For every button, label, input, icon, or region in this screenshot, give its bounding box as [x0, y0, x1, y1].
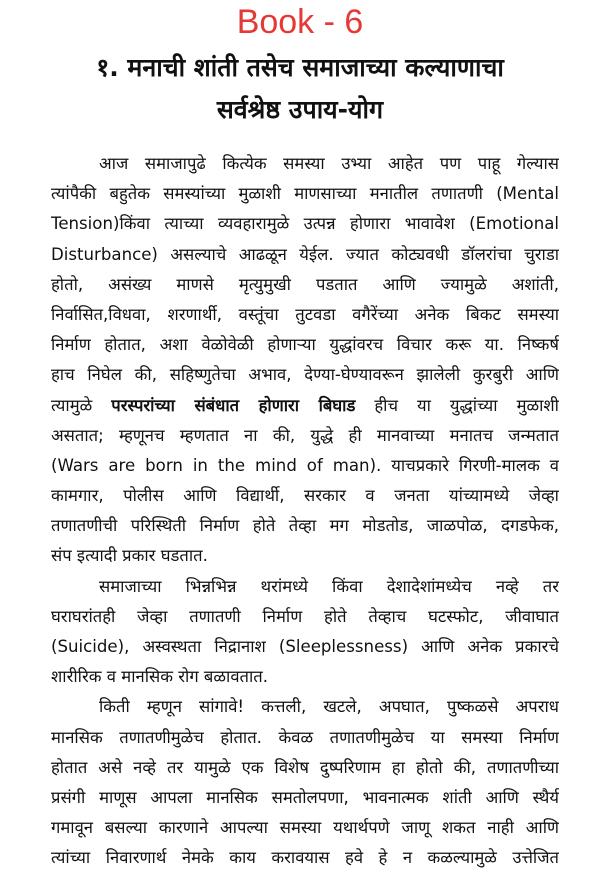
text-segment: त्यामुळे: [51, 395, 93, 415]
text-line: घराघरांतही जेव्हा तणातणी निर्माण होते तेव्हाच घटस्फोट, जीवाघात: [51, 606, 559, 626]
text-segment: हीच या युद्धांच्या मुळाशी: [374, 395, 559, 415]
book-label: Book - 6: [236, 3, 364, 41]
text-line: संप इत्यादी प्रकार घडतात.: [51, 546, 208, 566]
text-line: (Suicide), अस्वस्थता निद्रानाश (Sleeplessness) आणि अनेक प्रकारचे: [51, 637, 559, 656]
text-line: होतात असे नव्हे तर यामुळे एक विशेष दुष्परिणाम हा होतो की, तणातणीच्या: [51, 757, 559, 777]
paragraph-3: [51, 692, 559, 873]
chapter-title-line-2: सर्वश्रेष्ठ उपाय-योग: [216, 95, 384, 124]
text-line: त्यांच्या निवारणार्थ नेमके काय करावयास हवे हे न कळल्यामुळे उत्तेजित: [51, 848, 559, 868]
text-line: किती म्हणून सांगावे! कत्तली, खटले, अपघात, पुष्कळसे अपराध: [99, 697, 559, 717]
text-line: तणातणीची परिस्थिती निर्माण होते तेव्हा मग मोडतोड, जाळपोळ, दगडफेक,: [51, 516, 559, 536]
text-line: समाजाच्या भिन्नभिन्न थरांमध्ये किंवा देशादेशांमध्येच नव्हे तर: [99, 576, 559, 596]
paragraph-1: [51, 149, 559, 572]
text-line: असतात; म्हणूनच म्हणतात ना की, युद्धे ही मानवाच्या मनातच जन्मतात: [51, 425, 559, 445]
emphasized-phrase: परस्परांच्या संबंधात होणारा बिघाड: [111, 395, 356, 415]
text-line: कामगार, पोलीस आणि विद्यार्थी, सरकार व जनता यांच्यामध्ये जेव्हा: [51, 486, 559, 506]
text-line: हाच निघेल की, सहिष्णुतेचा अभाव, देण्या-घेण्यावरून झालेली कुरबुरी आणि: [51, 365, 559, 385]
text-line: आज समाजापुढे कित्येक समस्या उभ्या आहेत पण पाहू गेल्यास: [99, 154, 559, 173]
text-line: त्यांपैकी बहुतेक समस्यांच्या मुळाशी माणसाच्या मनातील तणातणी (Mental: [51, 184, 559, 204]
text-line: Tension)किंवा त्याच्या व्यवहारामुळे उत्पन्न होणारा भावावेश (Emotional: [51, 214, 559, 234]
text-line: [51, 391, 559, 421]
text-line: गमावून बसल्या कारणाने आपल्या समस्या यथार्थपणे जाणू शकत नाही आणि: [51, 818, 559, 838]
text-line: (Wars are born in the mind of man). याचप्रकारे गिरणी-मालक व: [51, 455, 559, 475]
text-line: होतो, असंख्य माणसे मृत्युमुखी पडतात आणि ज्यामुळे अशांती,: [51, 274, 559, 294]
text-line: Disturbance) असल्याचे आढळून येईल. ज्यात कोट्यवधी डॉलरांचा चुराडा: [51, 244, 559, 264]
text-line: शारीरिक व मानसिक रोग बळावतात.: [51, 667, 269, 687]
text-line: निर्माण होतात, अशा वेळोवेळी होणाऱ्या युद्धांवरच विचार करू या. निष्कर्ष: [51, 335, 559, 355]
text-line: मानसिक तणातणीमुळेच होतात. केवळ तणातणीमुळेच या समस्या निर्माण: [51, 727, 559, 747]
paragraph-2: [51, 572, 559, 693]
text-line: प्रसंगी माणूस आपला मानसिक समतोलपणा, भावनात्मक शांती आणि स्थैर्य: [51, 787, 559, 807]
text-line: निर्वासित,विधवा, शरणार्थी, वस्तूंचा तुटवडा वगैरेंच्या अनेक बिकट समस्या: [51, 304, 559, 324]
body-text: [51, 149, 559, 874]
chapter-title-line-1: १. मनाची शांती तसेच समाजाच्या कल्याणाचा: [96, 53, 504, 82]
